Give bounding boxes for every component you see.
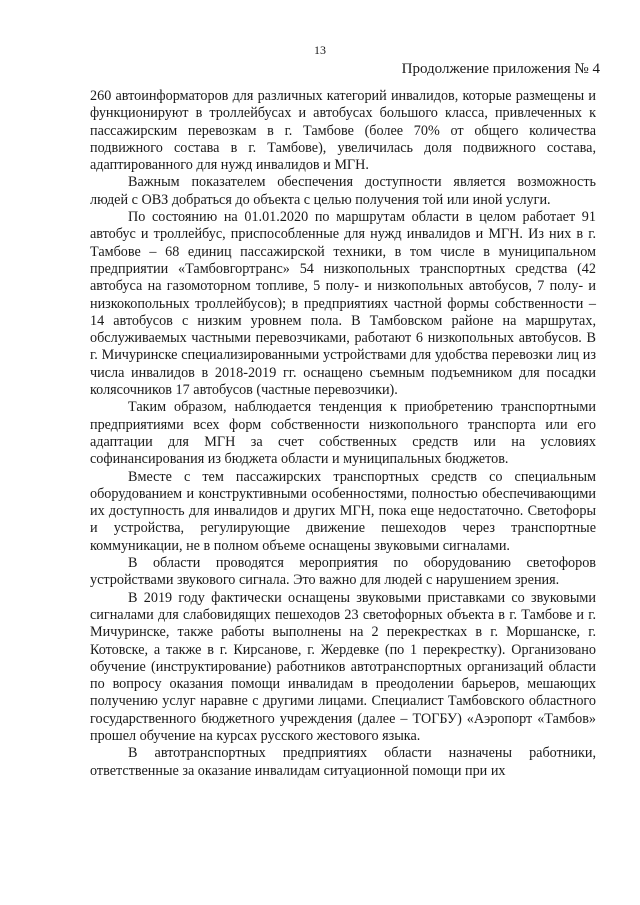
document-body [90,88,596,780]
paragraph-4: Таким образом, наблюдается тенденция к приобретению транспортными предприятиями всех форм собственности низкопольного транспорта или его адаптации для МГН за счет собственных средств или на условиях софинансирования из бюджета области и муниципальных бюджетов. [90,399,596,468]
paragraph-8: В автотранспортных предприятиях области назначены работники, ответственные за оказание инвалидам ситуационной помощи при их [90,745,596,779]
paragraph-3: По состоянию на 01.01.2020 по маршрутам области в целом работает 91 автобус и троллейбус, приспособленные для нужд инвалидов и МГН. Из них в г. Тамбове – 68 единиц пассажирской техники, в том числе в муниципальном предприятии «Тамбовгортранс» 54 низкопольных транспортных средства (42 автобуса на газомоторном топливе, 5 полу- и низкопольных автобусов, 7 полу- и низкокопольных троллейбусов); в предприятиях частной формы собственности – 14 автобусов с низким уровнем пола. В Тамбовском районе на маршрутах, обслуживаемых частными перевозчиками, работают 6 низкопольных автобусов. В г. Мичуринске специализированными устройствами для удобства перевозки лиц из числа инвалидов в 2018-2019 гг. оснащено съемным подъемником для посадки колясочников 17 автобусов (частные перевозчики). [90,209,596,399]
page-number: 13 [314,43,326,57]
paragraph-5: Вместе с тем пассажирских транспортных средств со специальным оборудованием и конструктивными особенностями, полностью обеспечивающими их доступность для инвалидов и других МГН, пока еще недостаточно. Светофоры и устройства, регулирующие движение пешеходов через транспортные коммуникации, не в полном объеме оснащены звуковыми сигналами. [90,468,596,554]
continuation-label: Продолжение приложения № 4 [401,61,600,77]
paragraph-1: 260 автоинформаторов для различных категорий инвалидов, которые размещены и функционируют в троллейбусах и автобусах большого класса, привлеченных к пассажирским перевозкам в г. Тамбове (более 70% от общего количества подвижного состава в г. Тамбове), увеличилась доля подвижного состава, адаптированного для нужд инвалидов и МГН. [90,88,596,174]
paragraph-7: В 2019 году фактически оснащены звуковыми приставками со звуковыми сигналами для слабовидящих пешеходов 23 светофорных объекта в г. Тамбове и г. Мичуринске, также работы выполнены на 2 перекрестках в г. Моршанске, г. Котовске, а также в г. Кирсанове, г. Жердевке (по 1 перекрестку). Организовано обучение (инструктирование) работников автотранспортных организаций области по вопросу оказания помощи инвалидам в преодолении барьеров, мешающих получению услуг наравне с другими лицами. Специалист Тамбовского областного государственного бюджетного учреждения (далее – ТОГБУ) «Аэропорт «Тамбов» прошел обучение на курсах русского жестового языка. [90,589,596,744]
paragraph-6: В области проводятся мероприятия по оборудованию светофоров устройствами звукового сигнала. Это важно для людей с нарушением зрения. [90,555,596,589]
paragraph-2: Важным показателем обеспечения доступности является возможность людей с ОВЗ добраться до объекта с целью получения той или иной услуги. [90,174,596,208]
